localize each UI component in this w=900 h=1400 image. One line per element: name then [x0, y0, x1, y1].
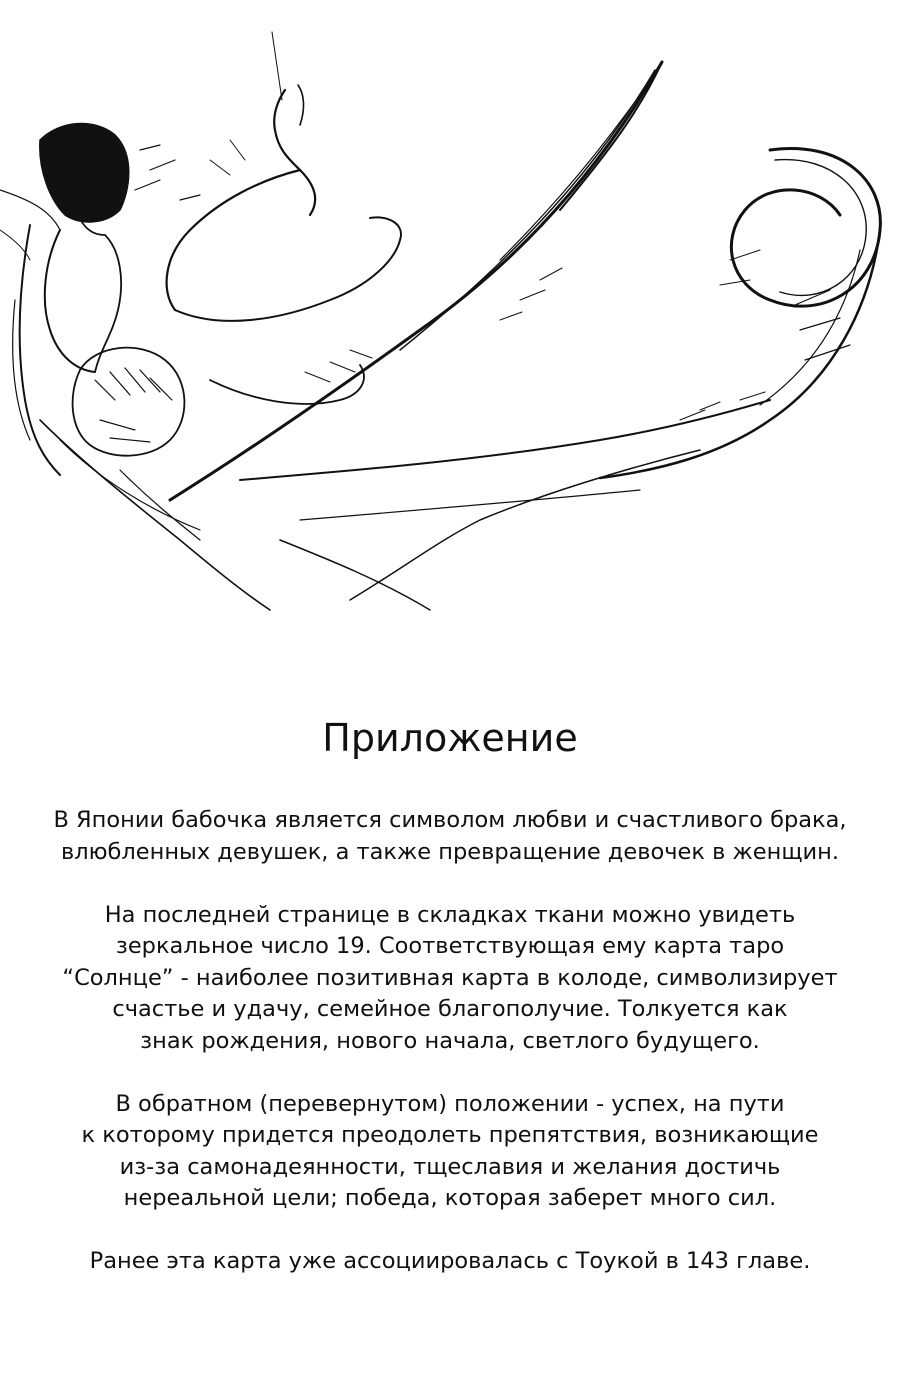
- text-line: счастье и удачу, семейное благополучие. Толкуется как: [112, 996, 788, 1022]
- paragraph-reversed-position: [30, 1089, 870, 1215]
- paragraph-chapter-reference: [30, 1246, 870, 1278]
- text-line: зеркальное число 19. Соответствующая ему карта таро: [115, 933, 785, 959]
- appendix-text: [30, 805, 870, 1309]
- page-title: Приложение: [322, 716, 578, 760]
- text-line: знак рождения, нового начала, светлого будущего.: [140, 1027, 760, 1054]
- text-line: влюбленных девушек, а также превращение девочек в женщин.: [60, 838, 840, 865]
- text-line: В Японии бабочка является символом любви и счастливого брака,: [53, 807, 847, 833]
- embracing-figures-drawing: [0, 0, 900, 640]
- text-line: к которому придется преодолеть препятствия, возникающие: [81, 1122, 819, 1148]
- text-line: Ранее эта карта уже ассоциировалась с Тоукой в 143 главе.: [89, 1248, 811, 1274]
- illustration: [0, 0, 900, 640]
- paragraph-tarot-sun: [30, 900, 870, 1058]
- text-line: На последней странице в складках ткани можно увидеть: [104, 901, 796, 928]
- text-line: нереальной цели; победа, которая заберет много сил.: [123, 1185, 777, 1211]
- text-line: из-за самонадеянности, тщеславия и желания достичь: [119, 1153, 781, 1180]
- paragraph-butterfly-symbol: [30, 805, 870, 868]
- text-line: “Солнце” - наиболее позитивная карта в колоде, символизирует: [62, 964, 838, 991]
- text-line: В обратном (перевернутом) положении - успех, на пути: [115, 1090, 785, 1117]
